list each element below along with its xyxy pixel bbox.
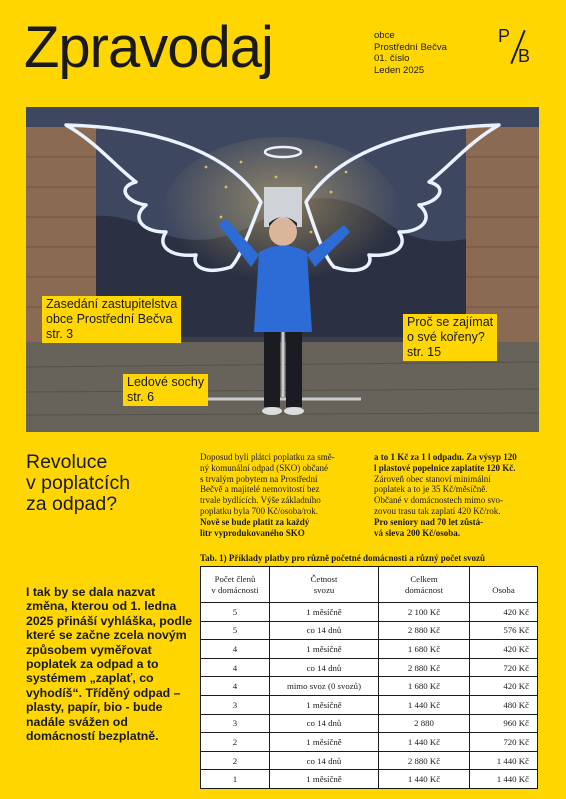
issue-meta <box>374 30 447 76</box>
cell-members: 5 <box>201 603 270 622</box>
logo-letter-b: B <box>518 46 531 66</box>
body-line: s trvalým pobytem na Prostřední <box>200 473 318 484</box>
cell-household-total: 1 680 Kč <box>379 640 470 659</box>
cell-per-person: 720 Kč <box>470 658 538 677</box>
cell-members: 2 <box>201 733 270 752</box>
cell-household-total: 1 440 Kč <box>379 733 470 752</box>
cell-per-person: 1 440 Kč <box>470 751 538 770</box>
article-column-2 <box>374 452 517 538</box>
cell-frequency: co 14 dnů <box>270 751 379 770</box>
body-line: l plastové popelnice zaplatíte 120 Kč. <box>374 462 516 473</box>
body-line: Nově se bude platit za každý <box>200 516 310 527</box>
cell-frequency: co 14 dnů <box>270 621 379 640</box>
headline-line: v poplatcích <box>26 472 131 494</box>
cell-members: 3 <box>201 695 270 714</box>
table-row <box>201 751 538 770</box>
cell-per-person: 420 Kč <box>470 677 538 696</box>
cell-frequency: 1 měsíčně <box>270 770 379 789</box>
table-row <box>201 733 538 752</box>
cell-frequency: 1 měsíčně <box>270 640 379 659</box>
callout-line: obce Prostřední Bečva <box>46 312 173 326</box>
body-line: poplatku byla 700 Kč/osoba/rok. <box>200 505 318 516</box>
cell-per-person: 420 Kč <box>470 640 538 659</box>
callout-line: str. 3 <box>46 327 74 341</box>
cell-per-person: 480 Kč <box>470 695 538 714</box>
table-row <box>201 770 538 789</box>
body-line: Doposud byli plátci poplatku za smě- <box>200 452 335 462</box>
logo-letter-p: P <box>498 26 511 46</box>
body-line: vá sleva 200 Kč/osoba. <box>374 527 461 538</box>
cell-per-person: 1 440 Kč <box>470 770 538 789</box>
article-headline <box>26 452 130 515</box>
callout-line: o své kořeny? <box>407 330 485 344</box>
callout-line: Ledové sochy <box>127 375 205 389</box>
callout-line: str. 6 <box>127 390 155 404</box>
cell-members: 5 <box>201 621 270 640</box>
issue-meta-line: Leden 2025 <box>374 64 425 76</box>
cell-per-person: 720 Kč <box>470 733 538 752</box>
cell-frequency: 1 měsíčně <box>270 733 379 752</box>
body-line: Bečvě a majitelé nemovitostí bez <box>200 484 320 495</box>
table-caption: Tab. 1) Příklady platby pro různě početné domácnosti a různý počet svozů <box>200 553 486 563</box>
table-row <box>201 677 538 696</box>
column-header-household-total: Celkem domácnost <box>379 567 470 603</box>
cell-members: 1 <box>201 770 270 789</box>
body-line: litr vyprodukovaného SKO <box>200 527 305 538</box>
cell-household-total: 2 100 Kč <box>379 603 470 622</box>
cell-members: 4 <box>201 658 270 677</box>
cell-household-total: 2 880 Kč <box>379 751 470 770</box>
issue-meta-line: Prostřední Bečva <box>374 41 447 53</box>
cell-frequency: mimo svoz (0 svozů) <box>270 677 379 696</box>
table-row <box>201 714 538 733</box>
headline-line: za odpad? <box>26 493 118 515</box>
cell-frequency: 1 měsíčně <box>270 695 379 714</box>
body-line: a to 1 Kč za 1 l odpadu. Za výsyp 120 <box>374 452 517 462</box>
callout-line: Zasedání zastupitelstva <box>46 297 178 311</box>
table-row <box>201 603 538 622</box>
cell-per-person: 420 Kč <box>470 603 538 622</box>
cover-photo <box>26 107 539 432</box>
body-line: Zároveň obec stanoví minimální <box>374 473 491 484</box>
fee-table <box>200 566 538 789</box>
body-line: zovou trasu tak zaplatí 420 Kč/rok. <box>374 505 501 516</box>
cell-household-total: 1 440 Kč <box>379 770 470 789</box>
masthead-title: Zpravodaj <box>24 15 273 80</box>
column-header-frequency: Četnost svozu <box>270 567 379 603</box>
callout-roots[interactable] <box>403 314 497 361</box>
callout-ice-sculptures[interactable] <box>123 374 208 406</box>
cell-frequency: co 14 dnů <box>270 658 379 677</box>
callout-line: Proč se zajímat <box>407 315 494 329</box>
cell-frequency: co 14 dnů <box>270 714 379 733</box>
cell-per-person: 576 Kč <box>470 621 538 640</box>
article-column-1 <box>200 452 335 538</box>
logo <box>496 26 540 70</box>
cell-members: 2 <box>201 751 270 770</box>
headline-line: Revoluce <box>26 451 108 473</box>
table-header-row <box>201 567 538 603</box>
table-row <box>201 640 538 659</box>
cell-members: 3 <box>201 714 270 733</box>
body-line: ný komunální odpad (SKO) občané <box>200 462 328 473</box>
cell-household-total: 2 880 Kč <box>379 621 470 640</box>
issue-meta-line: obce <box>374 30 395 41</box>
column-header-members: Počet členů v domácnosti <box>201 567 270 603</box>
cell-household-total: 2 880 <box>379 714 470 733</box>
table-row <box>201 658 538 677</box>
table-row <box>201 621 538 640</box>
body-line: trvale bydlících. Výše základního <box>200 495 321 506</box>
cell-household-total: 1 680 Kč <box>379 677 470 696</box>
cover-photo-illustration <box>26 107 539 432</box>
table-row <box>201 695 538 714</box>
issue-meta-line: 01. číslo <box>374 53 410 64</box>
body-line: Pro seniory nad 70 let zůstá- <box>374 516 484 527</box>
callout-line: str. 15 <box>407 345 442 359</box>
body-line: poplatek a to je 35 Kč/měsíčně. <box>374 484 488 495</box>
callout-council-meeting[interactable] <box>42 296 181 343</box>
cell-members: 4 <box>201 640 270 659</box>
article-lead: I tak by se dala nazvat změna, kterou od 1. ledna 2025 přináší vyhláška, podle které se začne zcela novým způsobem vyměřovat poplatek za odpad a to systémem „zaplať, co vyhodíš“. Tříděný odpad – plasty, papír, bio - bude nadále svážen od domácností bezplatně. <box>26 585 193 744</box>
cell-members: 4 <box>201 677 270 696</box>
cell-household-total: 1 440 Kč <box>379 695 470 714</box>
column-header-per-person: Osoba <box>470 567 538 603</box>
cell-per-person: 960 Kč <box>470 714 538 733</box>
cell-household-total: 2 880 Kč <box>379 658 470 677</box>
cell-frequency: 1 měsíčně <box>270 603 379 622</box>
body-line: Občané v domácnostech mimo svo- <box>374 495 503 506</box>
